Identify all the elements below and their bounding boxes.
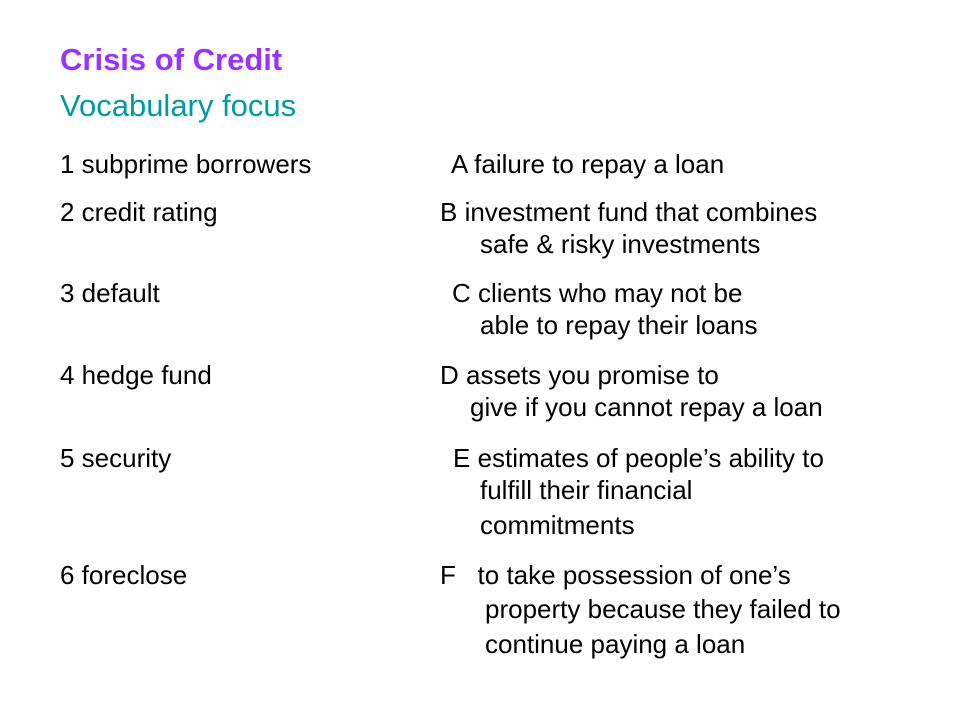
vocab-term: 3 default bbox=[60, 278, 160, 308]
vocab-definition-line: C clients who may not be bbox=[452, 278, 743, 308]
vocab-definition-line: A failure to repay a loan bbox=[451, 149, 725, 179]
vocab-definition-line: give if you cannot repay a loan bbox=[470, 392, 823, 422]
slide-subtitle: Vocabulary focus bbox=[60, 88, 297, 123]
vocab-term: 1 subprime borrowers bbox=[60, 149, 312, 179]
vocab-definition-line: B investment fund that combines bbox=[440, 197, 818, 227]
vocab-definition-line: able to repay their loans bbox=[480, 310, 758, 340]
vocab-term: 2 credit rating bbox=[60, 197, 218, 227]
vocab-term: 6 foreclose bbox=[60, 560, 188, 590]
vocab-definition-line: safe & risky investments bbox=[480, 229, 761, 259]
vocab-definition-line: fulfill their financial bbox=[480, 475, 693, 505]
vocab-definition-line: property because they failed to bbox=[485, 594, 841, 624]
vocab-term: 5 security bbox=[60, 443, 172, 473]
vocab-definition-line: E estimates of people’s ability to bbox=[453, 443, 824, 473]
vocab-definition-line: F to take possession of one’s bbox=[440, 560, 791, 590]
slide-title: Crisis of Credit bbox=[60, 42, 283, 77]
vocab-definition-line: commitments bbox=[480, 510, 635, 540]
vocab-term: 4 hedge fund bbox=[60, 360, 212, 390]
vocab-definition-line: continue paying a loan bbox=[485, 629, 746, 659]
vocab-definition-line: D assets you promise to bbox=[440, 360, 719, 390]
